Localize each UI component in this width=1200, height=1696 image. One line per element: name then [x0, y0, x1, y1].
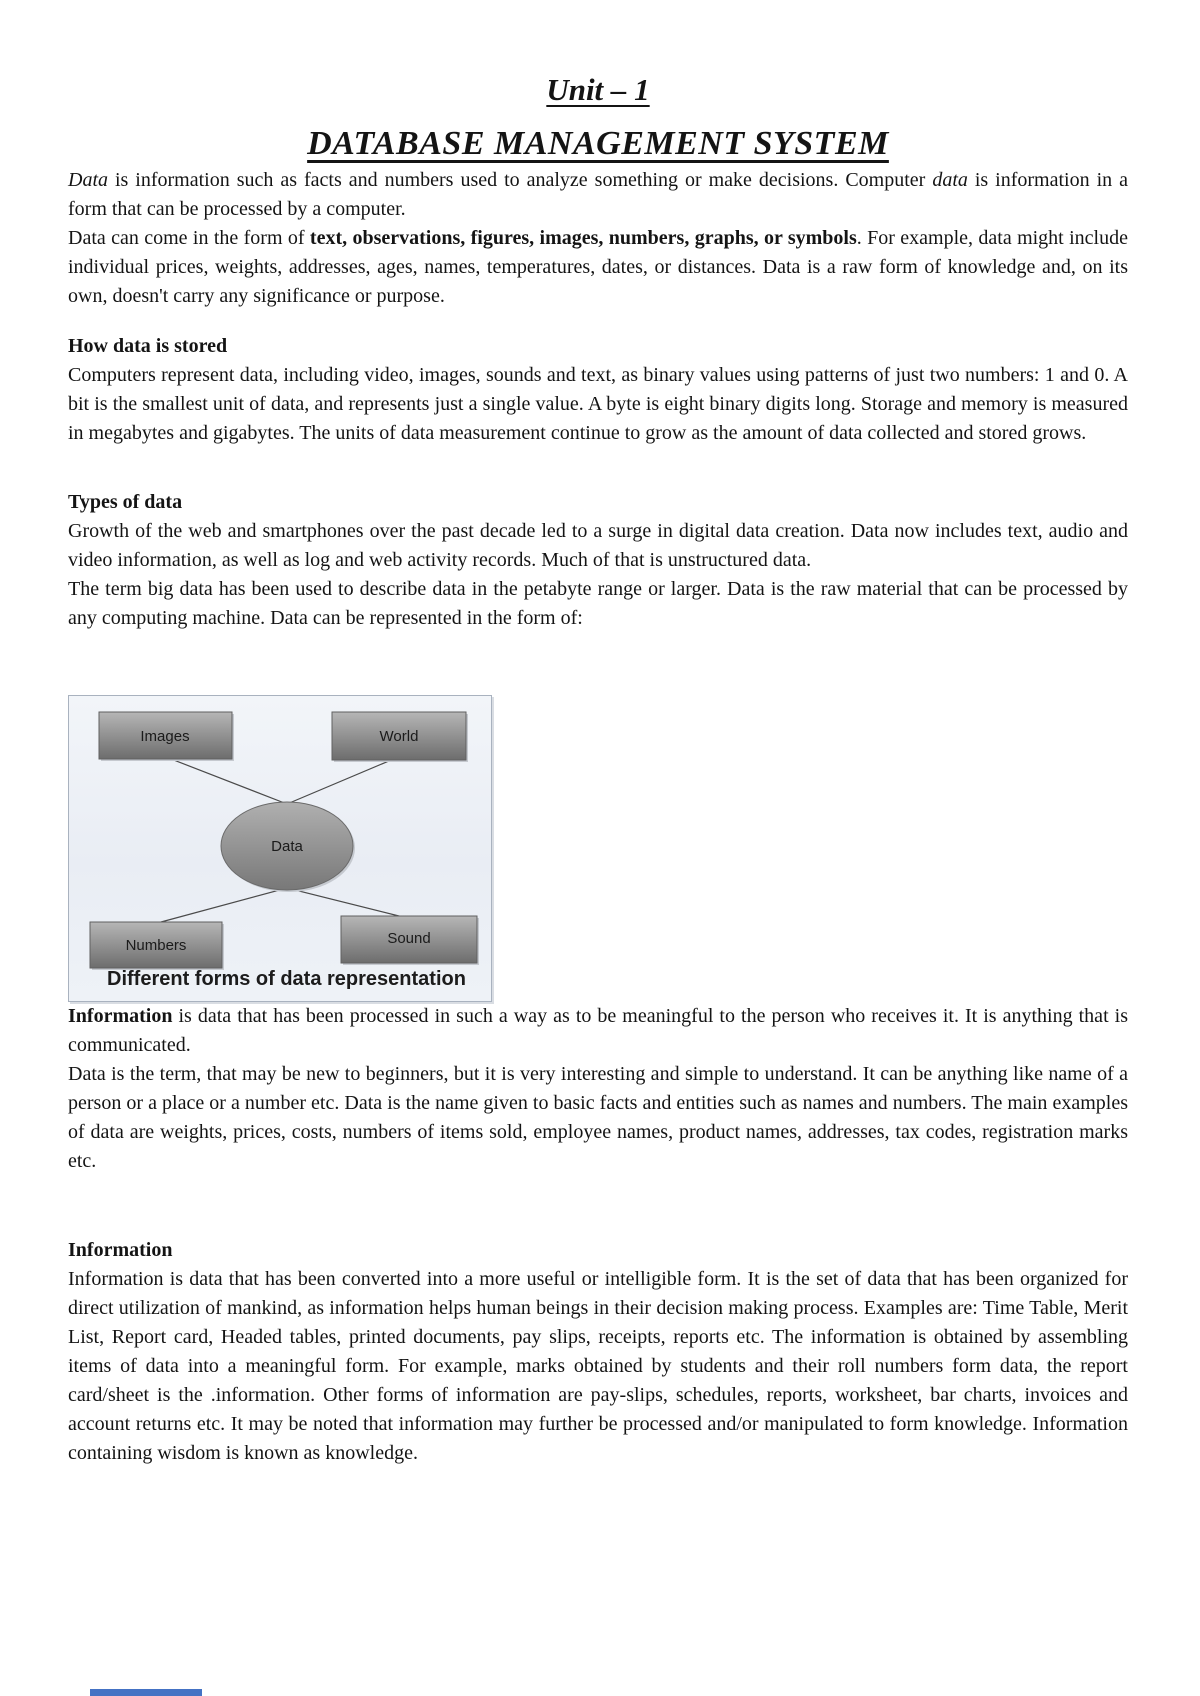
paragraph-types-of-data: Growth of the web and smartphones over the past decade led to a surge in digital data creation. Data now includes text, audio and video information, as well as log and web activity records. Much of that is unstructured data.: [68, 520, 1128, 571]
text-run: . For example, data might include individual prices, weights, addresses, ages, names, temperatures, dates, or distances. Data is a raw form of knowledge and, on its own, doesn't carry any significance or purpose.: [68, 227, 1128, 307]
diagram-node-sound: [341, 916, 479, 965]
paragraph-big-data: The term big data has been used to describe data in the petabyte range or larger. Data is the raw material that can be processed by any computing machine. Data can be represented in the form of:: [68, 578, 1128, 629]
bold-forms-list: text, observations, figures, images, numbers, graphs, or symbols: [309, 227, 857, 249]
italic-word-data: data: [932, 169, 968, 191]
diagram-node-numbers-label: Numbers: [125, 937, 187, 954]
diagram-node-images: [99, 712, 234, 761]
diagram-node-data: [221, 802, 355, 892]
heading-types-of-data: Types of data: [68, 491, 183, 513]
paragraph-data-term: Data is the term, that may be new to beginners, but it is very interesting and simple to understand. It can be anything like name of a person or a place or a number etc. Data is the name given to basic facts and entities such as names and numbers. The main examples of data are weights, prices, costs, numbers of items sold, employee names, product names, addresses, tax codes, registration marks etc.: [68, 1063, 1128, 1172]
heading-how-data-is-stored: How data is stored: [68, 335, 228, 357]
diagram-node-images-label: Images: [140, 728, 190, 745]
text-run: is data that has been processed in such a way as to be meaningful to the person who receives it. It is anything that is communicated.: [68, 1005, 1128, 1056]
page-title: DATABASE MANAGEMENT SYSTEM: [307, 125, 889, 162]
text-column: [68, 70, 1128, 1468]
data-representation-diagram: [68, 695, 492, 1002]
diagram-node-numbers: [90, 922, 224, 970]
line-world-data: [287, 758, 396, 804]
unit-title: Unit – 1: [546, 72, 650, 107]
heading-information: Information: [68, 1239, 173, 1261]
diagram-caption: Different forms of data representation: [107, 968, 466, 990]
text-run: Data can come in the form of: [68, 227, 310, 249]
line-data-sound: [287, 888, 403, 917]
diagram-canvas: [69, 696, 491, 1001]
diagram-node-sound-label: Sound: [387, 930, 431, 947]
paragraph-how-data-is-stored: Computers represent data, including video, images, sounds and text, as binary values using patterns of just two numbers: 1 and 0. A bit is the smallest unit of data, and represents just a single value. A byte is eight binary digits long. Storage and memory is measured in megabytes and gigabytes. The units of data measurement continue to grow as the amount of data collected and stored grows.: [68, 364, 1128, 444]
bold-word-information: Information: [68, 1005, 173, 1027]
line-data-numbers: [161, 888, 287, 922]
paragraph-information-definition: [68, 1002, 1128, 1060]
line-images-data: [166, 757, 287, 804]
diagram-node-world-label: World: [379, 728, 419, 745]
text-run: is information in a form that can be processed by a computer.: [68, 169, 1128, 220]
diagram-node-data-label: Data: [271, 838, 303, 855]
diagram-node-world: [332, 712, 468, 762]
paragraph-information-detail: Information is data that has been converted into a more useful or intelligible form. It is the set of data that has been organized for direct utilization of mankind, as information helps human beings in their decision making process. Examples are: Time Table, Merit List, Report card, Headed tables, printed documents, pay slips, receipts, reports etc. The information is obtained by assembling items of data into a meaningful form. For example, marks obtained by students and their roll numbers form data, the report card/sheet is the .information. Other forms of information are pay-slips, schedules, reports, worksheet, bar charts, invoices and account returns etc. It may be noted that information may further be processed and/or manipulated to form knowledge. Information containing wisdom is known as knowledge.: [68, 1268, 1128, 1464]
text-run: is information such as facts and numbers used to analyze something or make decisions. Computer: [108, 169, 933, 191]
italic-word-data: Data: [68, 169, 108, 191]
paragraph-data-definition: [68, 166, 1128, 224]
paragraph-data-forms: [68, 224, 1128, 311]
footer-accent-bar: [90, 1689, 202, 1696]
